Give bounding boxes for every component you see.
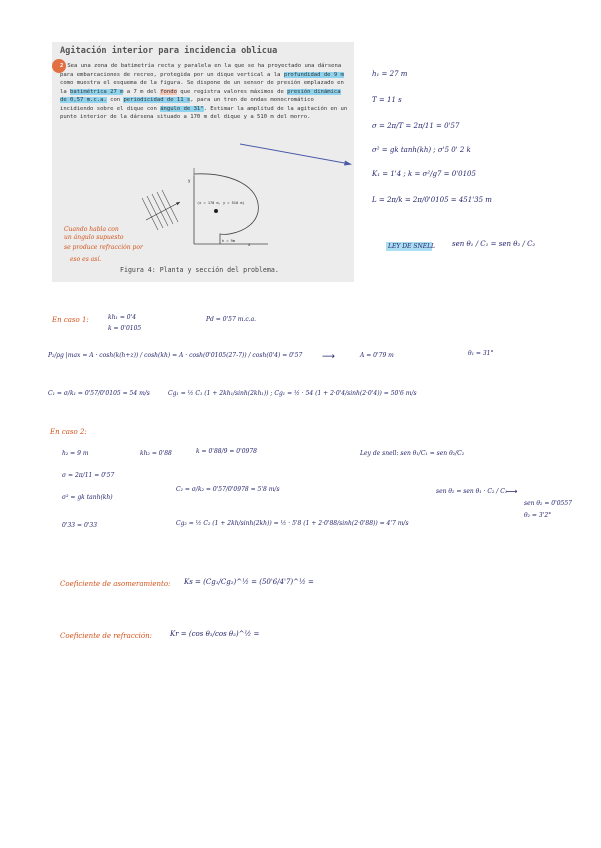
case2-sen-equation: sen θ₂ = sen θ₁ · C₂ / C₁ <box>436 488 508 495</box>
case2-theta: θ₂ = 3'2° <box>524 512 552 519</box>
refraction-equation: Kr = (cos θ₁/cos θ₂)^½ = <box>170 630 260 638</box>
case2-sen-result: sen θ₂ = 0'0557 <box>524 500 572 507</box>
point-label: (x = 170 m, y = 510 m) <box>197 201 245 205</box>
case1-label: En caso 1: <box>52 316 89 324</box>
problem-text-segment: que registra valores máximos de <box>176 88 288 95</box>
margin-note-line-4: eso es así. <box>70 256 102 263</box>
note-wavelength: L = 2π/k = 2π/0'0105 = 451'35 m <box>372 196 492 204</box>
margin-note-line-2: un ángulo supuesto <box>64 234 124 241</box>
x-axis-label: x <box>248 242 251 246</box>
depth-label: h = 9m <box>222 239 235 243</box>
note-h1: h₁ = 27 m <box>372 70 408 78</box>
highlighted-phrase: presión dinámica de 0,57 m.c.a. <box>60 88 341 103</box>
implies-arrow: ⟶ <box>322 352 335 362</box>
pointer-arrow <box>238 140 356 170</box>
problem-text <box>60 62 348 122</box>
case2-k: k = 0'88/9 = 0'0978 <box>196 448 257 455</box>
case1-amplitude: A = 0'79 m <box>360 352 394 359</box>
case1-pressure-equation: P₂/ρg |max = A · cosh(k(h+z)) / cosh(kh) = A · cosh(0'0105(27-7)) / cosh(0'4) = 0'57 <box>48 352 303 359</box>
case2-sigma: σ = 2π/11 = 0'57 <box>62 472 115 479</box>
case1-group-celerity: Cg₁ = ½ C₁ (1 + 2kh₁/sinh(2kh₁)) ; Cg₁ = ½ · 54 (1 + 2·0'4/sinh(2·0'4)) = 50'6 m/s <box>168 390 417 397</box>
case2-depth: h₂ = 9 m <box>62 450 89 457</box>
figure-caption: Figura 4: Planta y sección del problema. <box>120 266 279 274</box>
y-axis-label: y <box>188 178 191 183</box>
target-point <box>214 209 218 213</box>
basin-outline <box>194 174 258 244</box>
implies-arrow-2: ⟶ <box>506 487 518 496</box>
shoaling-equation: Ks = (Cg₁/Cg₂)^½ = (50'6/4'7)^½ = <box>184 578 314 586</box>
case2-group-celerity: Cg₂ = ½ C₂ (1 + 2kh/sinh(2kh)) = ½ · 5'8 (1 + 2·0'88/sinh(2·0'88)) = 4'7 m/s <box>176 520 409 527</box>
problem-figure <box>130 168 268 246</box>
case1-pd: Pd = 0'57 m.c.a. <box>206 316 257 323</box>
problem-text-segment: , para un tren de ondas monocromático incidiendo sobre el dique con <box>60 97 314 112</box>
problem-title: Agitación interior para incidencia oblicua <box>60 46 278 56</box>
problem-number: 2 <box>60 63 64 69</box>
wave-crests <box>142 190 178 230</box>
case2-dispersion-result: 0'33 = 0'33 <box>62 522 98 529</box>
case1-celerity: C₁ = σ/k₁ = 0'57/0'0105 = 54 m/s <box>48 390 150 397</box>
highlighted-phrase: profundidad de 9 m <box>283 71 344 78</box>
problem-text-segment: Sea una zona de batimetría recta y paralela en la que se ha proyectado una dársena para embarcaciones de recreo, protegida por un dique vertical a la <box>60 63 342 78</box>
highlighted-phrase-pink: fondo <box>160 88 177 95</box>
problem-text-segment: a 7 m del <box>123 88 161 95</box>
note-sigma: σ = 2π/T = 2π/11 = 0'57 <box>372 122 460 130</box>
snell-label: LEY DE SNELL <box>388 243 436 250</box>
problem-text-segment: . Estimar la amplitud de la agitación en un punto interior de la dársena situado a 170 m del dique y a 510 m del morro. <box>60 105 348 120</box>
problem-text-segment: con <box>106 97 124 103</box>
case2-label: En caso 2: <box>50 428 87 436</box>
case2-kh: kh₂ = 0'88 <box>140 450 172 457</box>
case2-celerity: C₂ = σ/k₂ = 0'57/0'0978 = 5'8 m/s <box>176 486 280 493</box>
case2-dispersion: σ² = gk tanh(kh) <box>62 494 113 501</box>
highlighted-phrase: ángulo de 31° <box>160 105 204 112</box>
note-period: T = 11 s <box>372 96 402 104</box>
margin-note-line-3: se produce refracción por <box>64 244 143 251</box>
highlighted-phrase: batimétrica 27 m <box>70 88 124 95</box>
margin-note-line-1: Cuando habla con <box>64 226 119 233</box>
case2-snell: Ley de snell: sen θ₁/C₁ = sen θ₂/C₂ <box>360 450 465 457</box>
refraction-label: Coeficiente de refracción: <box>60 632 152 640</box>
problem-text-segment: como muestra el esquema de la figura. Se dispone de un sensor de presión emplazado en la <box>60 80 344 95</box>
shoaling-label: Coeficiente de asomeramiento: <box>60 580 171 588</box>
note-k1: K₁ = 1'4 ; k = σ²/g7 = 0'0105 <box>372 170 476 178</box>
note-dispersion: σ² = gk tanh(kh) ; σ'5 0' 2 k <box>372 146 471 154</box>
highlighted-phrase: periodicidad de 11 s <box>123 97 191 103</box>
case1-kh: kh₁ = 0'4 <box>108 314 137 321</box>
case1-theta: θ₁ = 31° <box>468 350 494 357</box>
snell-equation: sen θ₁ / C₁ = sen θ₂ / C₂ <box>452 240 536 248</box>
case1-k: k = 0'0105 <box>108 325 142 332</box>
